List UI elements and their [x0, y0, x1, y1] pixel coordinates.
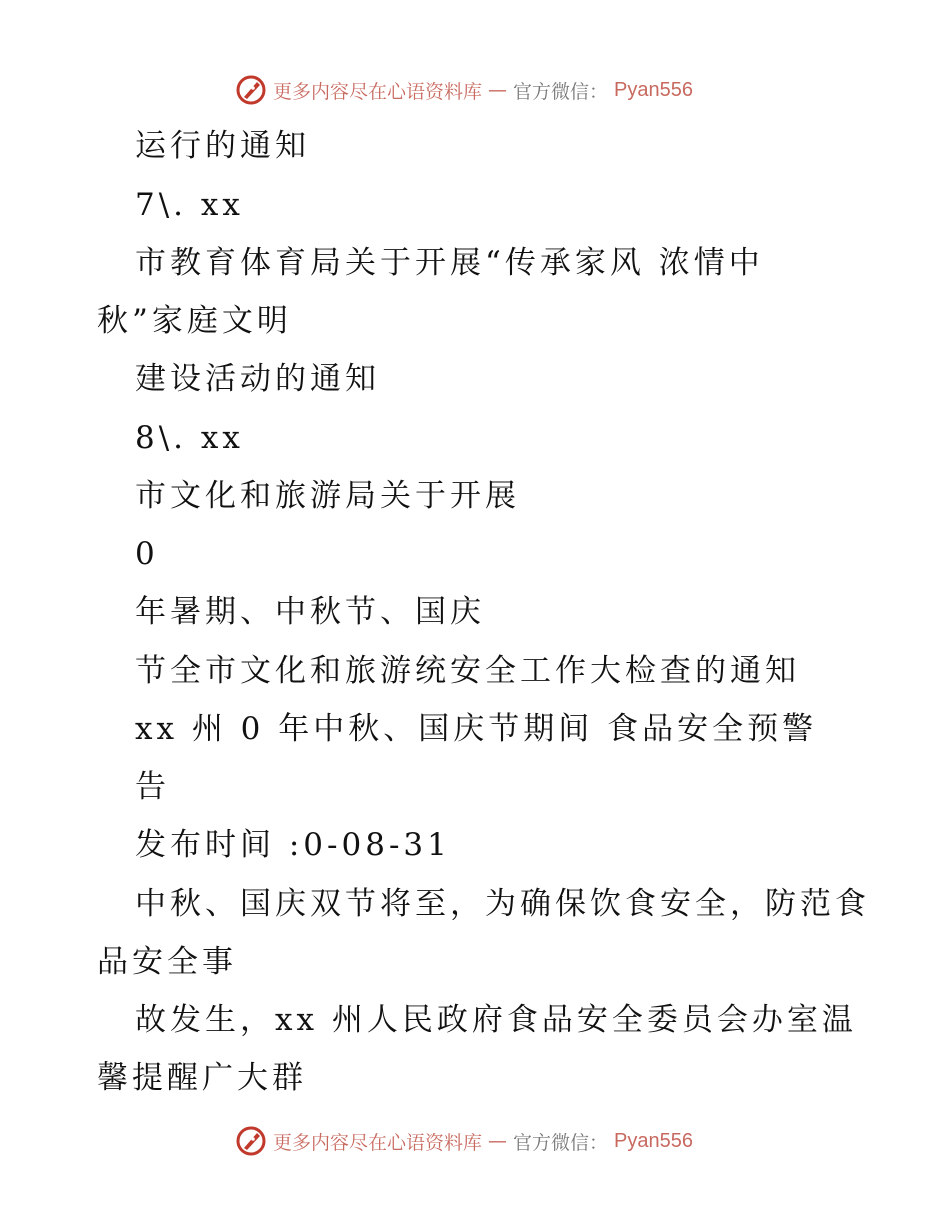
text-line: 7\. xx: [135, 187, 244, 223]
text-line: 年暑期、中秋节、国庆: [135, 594, 485, 630]
banner-text: 更多内容尽在心语资料库: [273, 1131, 483, 1154]
text-line: xx 州 0 年中秋、国庆节期间 食品安全预警: [135, 711, 818, 747]
text-line: 建设活动的通知: [135, 361, 380, 397]
banner-separator: —: [488, 79, 508, 101]
text-line: 告: [135, 769, 170, 805]
text-line: 运行的通知: [135, 128, 310, 164]
text-line: 品安全事: [97, 944, 237, 980]
banner-wechat-id: Pyan556: [614, 78, 693, 101]
pen-nib-logo-icon: [235, 74, 267, 106]
text-line: 8\. xx: [135, 420, 244, 456]
banner-wechat-id: Pyan556: [614, 1129, 693, 1152]
text-line: 节全市文化和旅游统安全工作大检查的通知: [135, 653, 800, 689]
text-line: 市文化和旅游局关于开展: [135, 478, 520, 514]
text-line: 市教育体育局关于开展“传承家风 浓情中: [135, 245, 764, 281]
text-line: 故发生，xx 州人民政府食品安全委员会办室温: [135, 1002, 857, 1038]
text-line: 馨提醒广大群: [97, 1060, 307, 1096]
header-banner: [235, 73, 693, 107]
pen-nib-logo-icon: [235, 1125, 267, 1157]
banner-separator: —: [488, 1130, 508, 1152]
text-line: 秋”家庭文明: [97, 303, 292, 339]
banner-wechat-label: 官方微信：: [513, 1131, 609, 1154]
footer-banner: [235, 1124, 693, 1158]
banner-text: 更多内容尽在心语资料库: [273, 80, 483, 103]
text-line: 中秋、国庆双节将至，为确保饮食安全，防范食: [135, 886, 870, 922]
banner-wechat-label: 官方微信：: [513, 80, 609, 103]
text-line: 发布时间 :0-08-31: [135, 827, 451, 863]
text-line: 0: [135, 536, 159, 572]
